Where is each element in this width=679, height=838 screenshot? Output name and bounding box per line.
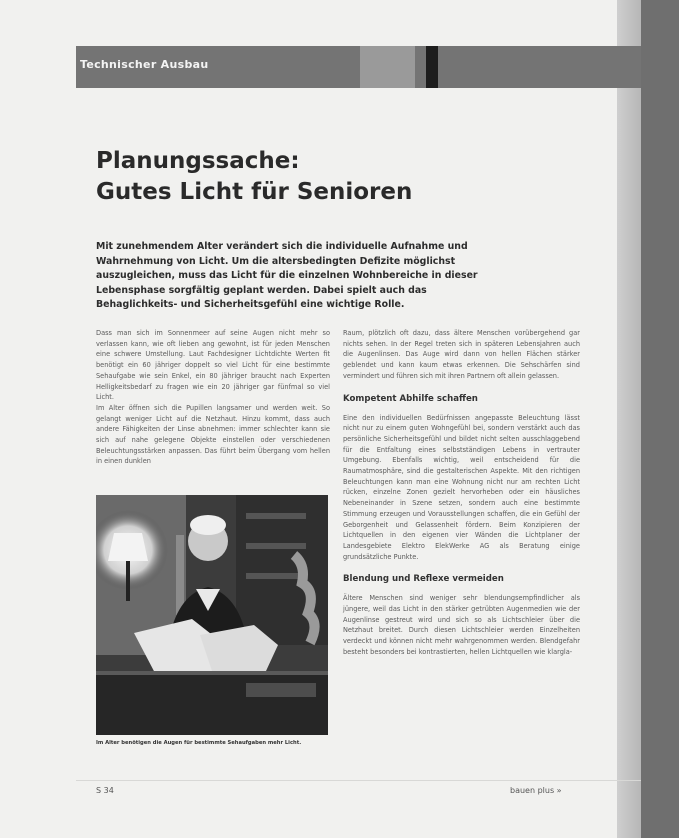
body-paragraph: Dass man sich im Sonnenmeer auf seine Augen nicht mehr so verlassen kann, wie oft lieben ang gewohnt, ist für jeden Menschen eine schwere Umstellung. Laut Fachdesigner Lichtdichte Werten fit benötigt ein 60 jähriger doppelt so viel Licht für eine bestimmte Sehaufgabe wie sein Enkel, ein 80 jähriger braucht nach Experten Helligkeitsbedarf zu fragen wie ein 20 jähriger gar fünfmal so viel Licht. bbox=[96, 329, 330, 402]
article-title bbox=[96, 146, 412, 208]
photo-caption: Im Alter benötigen die Augen für bestimmte Sehaufgaben mehr Licht. bbox=[96, 740, 302, 746]
title-line-1: Planungssache: bbox=[96, 148, 300, 174]
article-photo bbox=[96, 495, 328, 735]
body-paragraph: Eine den individuellen Bedürfnissen angepasste Beleuchtung lässt nicht nur zu einem guten Wohngefühl bei, sondern verstärkt auch das persönliche Sicherheitsgefühl und bildet nicht selten ausschlaggebend für die Entfaltung eines selbstständigen Lebens in vertrauter Umgebung. Ebenfalls wichtig, weil entscheidend für die Raumatmosphäre, sind die gestalterischen Aspekte. Mit den richtigen Beleuchtungen kann man eine Wohnung nicht nur am rechten Licht rücken, einzelne Zonen gezielt hervorheben oder ein häusliches Nebeneinander in Szene setzen, sondern auch eine bestimmte Stimmung erzeugen und Vorausstellungen schaffen, die ein Gefühl der Geborgenheit und Gelassenheit fördern. Beim Konzipieren der Lichtquellen in den eigenen vier Wänden die Lichtplaner der Landesgebiete Elektro ElekWerke AG als Beratung einige grundsätzliche Punkte. bbox=[343, 413, 580, 561]
left-column-text bbox=[96, 328, 330, 467]
footer-divider bbox=[76, 780, 641, 781]
tab-marker bbox=[426, 46, 438, 88]
page-number: S 34 bbox=[96, 786, 114, 795]
subheading: Kompetent Abhilfe schaffen bbox=[343, 393, 478, 404]
subheading: Blendung und Reflexe vermeiden bbox=[343, 574, 504, 585]
magazine-name: bauen plus » bbox=[510, 786, 562, 795]
section-label: Technischer Ausbau bbox=[80, 58, 209, 71]
lead-paragraph: Mit zunehmendem Alter verändert sich die individuelle Aufnahme und Wahrnehmung von Licht. Um die altersbedingten Defizite möglichst auszugleichen, muss das Licht für die einzelnen Wohnbereiche in dieser Lebensphase sorgfältig geplant werden. Dabei spielt auch das Behaglichkeits- und Sicherheitsgefühl eine wichtige Rolle. bbox=[96, 241, 478, 311]
body-paragraph: Raum, plötzlich oft dazu, dass ältere Menschen vorübergehend gar nichts sehen. In der Regel treten sich in späteren Lebensjahren auch die Augenlinsen. Das Auge wird dann von hellen Flächen stärker geblendet und kann kaum etwas erkennen. Die Sehschärfen sind vermindert und führen sich mit ihren Partnern oft allein gelassen. bbox=[343, 329, 580, 380]
right-column-text bbox=[343, 328, 580, 658]
body-paragraph: Ältere Menschen sind weniger sehr blendungsempfindlicher als jüngere, weil das Licht in den stärker getrübten Augenmedien wie der Augenlinse gestreut wird und sich so als Lichtschleier über die Netzhaut breitet. Durch diesen Lichtschleier werden Einzelheiten verdeckt und können nicht mehr wahrgenommen werden. Blendgefahr besteht besonders bei kontrastierten, hellen Lichtquellen wie klargla- bbox=[343, 594, 580, 656]
scan-edge-shadow bbox=[617, 0, 679, 838]
title-line-2: Gutes Licht für Senioren bbox=[96, 179, 413, 205]
body-paragraph: Im Alter öffnen sich die Pupillen langsamer und werden weit. So gelangt weniger Licht auf die Netzhaut. Hinzu kommt, dass auch andere Fähigkeiten der Linse abnehmen: immer schlechter kann sie sich auf nahe gelegene Objekte einstellen oder verschiedenen Beleuchtungsstärken anpassen. Das führt beim Übergang vom hellen in einen dunklen bbox=[96, 403, 330, 466]
